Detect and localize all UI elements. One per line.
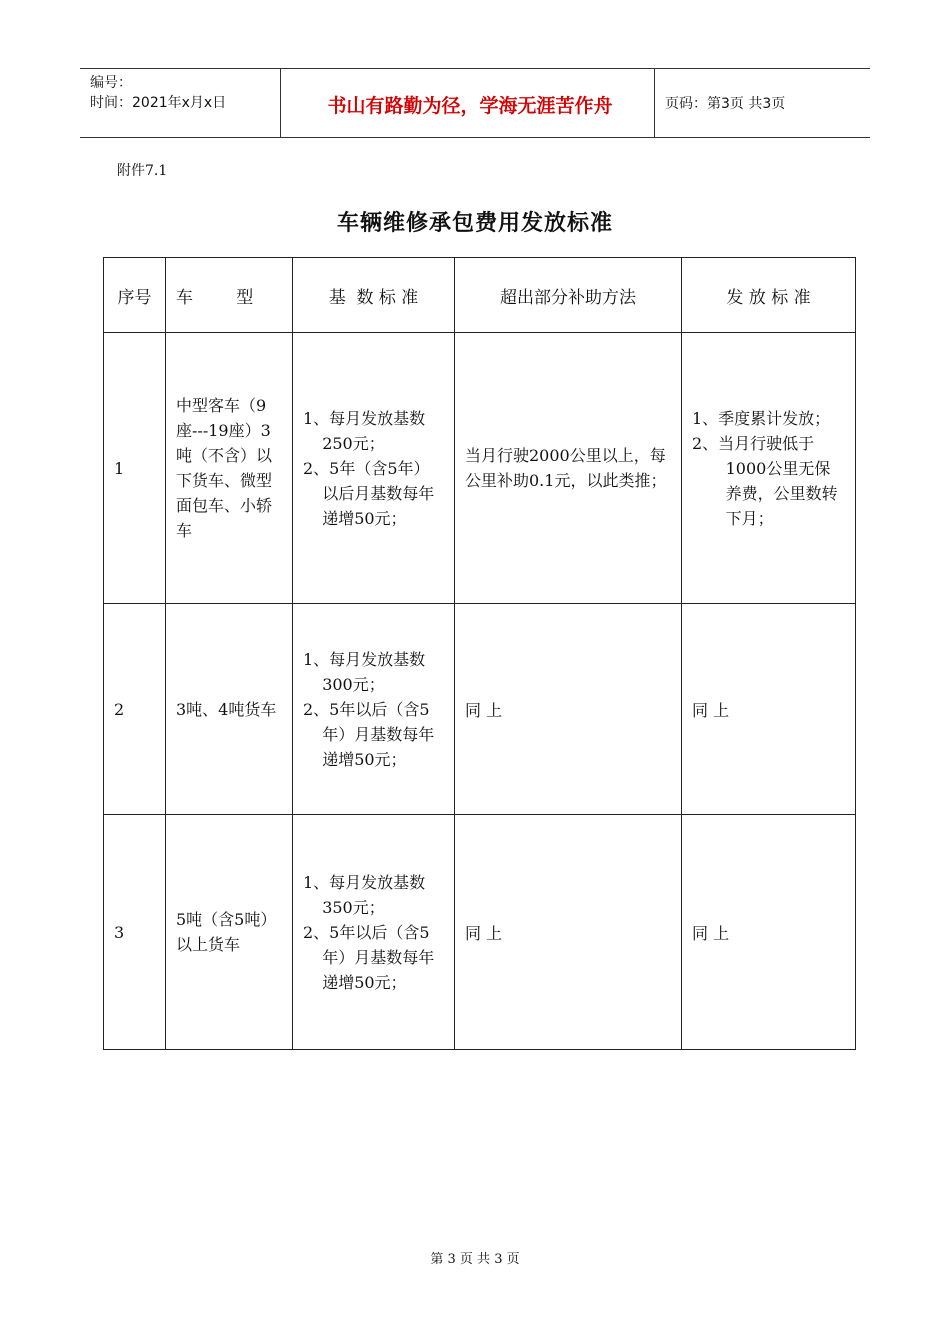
row-base [293, 815, 455, 1050]
row-vehicle: 3吨、4吨货车 [166, 604, 293, 815]
base-item: 2、5年以后（含5年）月基数每年递增50元； [303, 699, 435, 769]
header-divider [280, 69, 281, 137]
row-base [293, 333, 455, 604]
standards-table [103, 257, 856, 1050]
row-issue [682, 333, 856, 604]
base-item: 2、5年以后（含5年）月基数每年递增50元； [303, 922, 435, 992]
header-meta [90, 73, 280, 113]
row-excess: 当月行驶2000公里以上，每公里补助0.1元，以此类推； [455, 333, 682, 604]
number-label: 编号： [90, 75, 132, 91]
document-header [80, 68, 870, 138]
header-excess: 超出部分补助方法 [455, 258, 682, 333]
row-vehicle: 中型客车（9座---19座）3吨（不含）以下货车、微型面包车、小轿车 [166, 333, 293, 604]
base-item: 1、每月发放基数300元； [303, 649, 426, 694]
header-page-label: 页码：第3页 共3页 [665, 96, 786, 112]
row-seq: 3 [104, 815, 166, 1050]
header-issue: 发 放 标 准 [682, 258, 856, 333]
header-vehicle: 车 型 [166, 258, 293, 333]
page-title: 车辆维修承包费用发放标准 [336, 211, 613, 236]
issue-item: 2、当月行驶低于1000公里无保养费，公里数转下月； [692, 433, 838, 528]
header-motto: 书山有路勤为径，学海无涯苦作舟 [327, 95, 613, 117]
issue-item: 1、季度累计发放； [692, 408, 831, 428]
row-vehicle: 5吨（含5吨）以上货车 [166, 815, 293, 1050]
page-footer: 第 3 页 共 3 页 [430, 1252, 520, 1267]
row-seq: 1 [104, 333, 166, 604]
header-base: 基 数 标 准 [293, 258, 455, 333]
row-issue: 同 上 [682, 604, 856, 815]
table-row [104, 333, 856, 604]
row-excess: 同 上 [455, 604, 682, 815]
attachment-label: 附件7.1 [117, 163, 168, 179]
row-issue: 同 上 [682, 815, 856, 1050]
row-seq: 2 [104, 604, 166, 815]
table-row [104, 604, 856, 815]
header-seq: 序号 [104, 258, 166, 333]
base-item: 1、每月发放基数350元； [303, 872, 426, 917]
time-label: 时间：2021年x月x日 [90, 95, 227, 111]
row-base [293, 604, 455, 815]
base-item: 2、5年（含5年）以后月基数每年递增50元； [303, 458, 435, 528]
header-divider [654, 69, 655, 137]
table-header-row [104, 258, 856, 333]
base-item: 1、每月发放基数250元； [303, 408, 426, 453]
row-excess: 同 上 [455, 815, 682, 1050]
table-row [104, 815, 856, 1050]
